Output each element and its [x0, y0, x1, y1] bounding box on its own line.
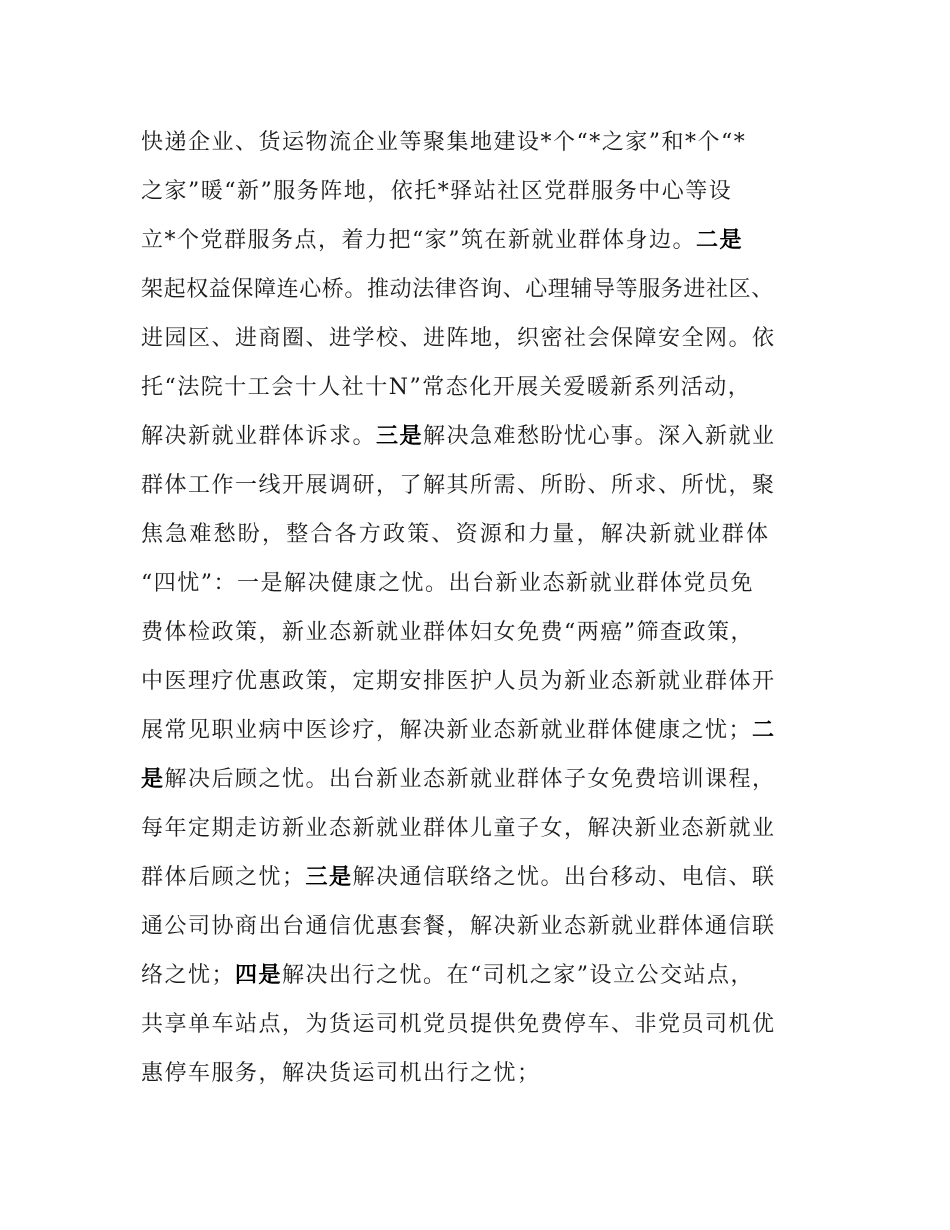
text-line-5: [141, 324, 831, 374]
text-line-6: [141, 373, 831, 423]
text-run: 每年定期走访新业态新就业群体儿童子女，解决新业态新就业: [141, 816, 776, 841]
text-line-8: [141, 471, 831, 521]
text-run: 络之忧；: [141, 963, 236, 988]
text-run: 群体后顾之忧；: [141, 865, 306, 890]
text-line-13: [141, 716, 831, 766]
text-line-18: [141, 961, 831, 1011]
text-line-12: [141, 667, 831, 717]
text-run: 展常见职业病中医诊疗，解决新业态新就业群体健康之忧；: [141, 718, 753, 743]
text-run: 托“法院十工会十人社十N”常态化开展关爱暖新系列活动，: [141, 375, 752, 400]
bold-marker: 三是: [305, 865, 353, 890]
text-run: 群体工作一线开展调研，了解其所需、所盼、所求、所忧，聚: [141, 473, 776, 498]
bold-marker: 是: [141, 767, 165, 792]
text-run: 中医理疗优惠政策，定期安排医护人员为新业态新就业群体开: [141, 669, 776, 694]
text-line-2: [141, 177, 831, 227]
text-line-14: [141, 765, 831, 815]
text-run: 费体检政策，新业态新就业群体妇女免费“两癌”筛查政策，: [141, 620, 754, 645]
text-line-19: [141, 1010, 831, 1060]
text-run: 立*个党群服务点，着力把“家”筑在新就业群体身边。: [141, 228, 696, 253]
text-line-16: [141, 863, 831, 913]
bold-marker: 二是: [696, 228, 744, 253]
text-run: 之家”暖“新”服务阵地，依托*驿站社区党群服务中心等设: [141, 179, 733, 204]
text-run: 解决新就业群体诉求。: [141, 424, 377, 449]
text-run: 进园区、进商圈、进学校、进阵地，织密社会保障安全网。依: [141, 326, 776, 351]
text-run: 通公司协商出台通信优惠套餐，解决新业态新就业群体通信联: [141, 914, 776, 939]
text-run: 惠停车服务，解决货运司机出行之忧；: [141, 1061, 541, 1086]
text-run: 解决通信联络之忧。出台移动、电信、联: [352, 865, 776, 890]
text-line-7: [141, 422, 831, 472]
text-line-11: [141, 618, 831, 668]
text-line-17: [141, 912, 831, 962]
text-line-20: [141, 1059, 831, 1109]
bold-marker: 三是: [376, 424, 424, 449]
bold-marker: 四是: [235, 963, 283, 988]
text-run: 快递企业、货运物流企业等聚集地建设*个“*之家”和*个“*: [141, 130, 747, 155]
text-line-15: [141, 814, 831, 864]
text-line-10: [141, 569, 831, 619]
bold-marker: 二: [752, 718, 776, 743]
text-run: “四忧”：一是解决健康之忧。出台新业态新就业群体党员免: [141, 571, 754, 596]
text-run: 焦急难愁盼，整合各方政策、资源和力量，解决新就业群体: [141, 522, 771, 547]
text-run: 解决急难愁盼忧心事。深入新就业: [423, 424, 776, 449]
text-line-4: [141, 275, 831, 325]
text-run: 解决后顾之忧。出台新业态新就业群体子女免费培训课程，: [164, 767, 776, 792]
text-line-3: [141, 226, 831, 276]
text-run: 架起权益保障连心桥。推动法律咨询、心理辅导等服务进社区、: [141, 277, 774, 302]
text-run: 共享单车站点，为货运司机党员提供免费停车、非党员司机优: [141, 1012, 776, 1037]
text-line-1: [141, 128, 831, 178]
text-run: 解决出行之忧。在“司机之家”设立公交站点，: [282, 963, 755, 988]
text-line-9: [141, 520, 831, 570]
